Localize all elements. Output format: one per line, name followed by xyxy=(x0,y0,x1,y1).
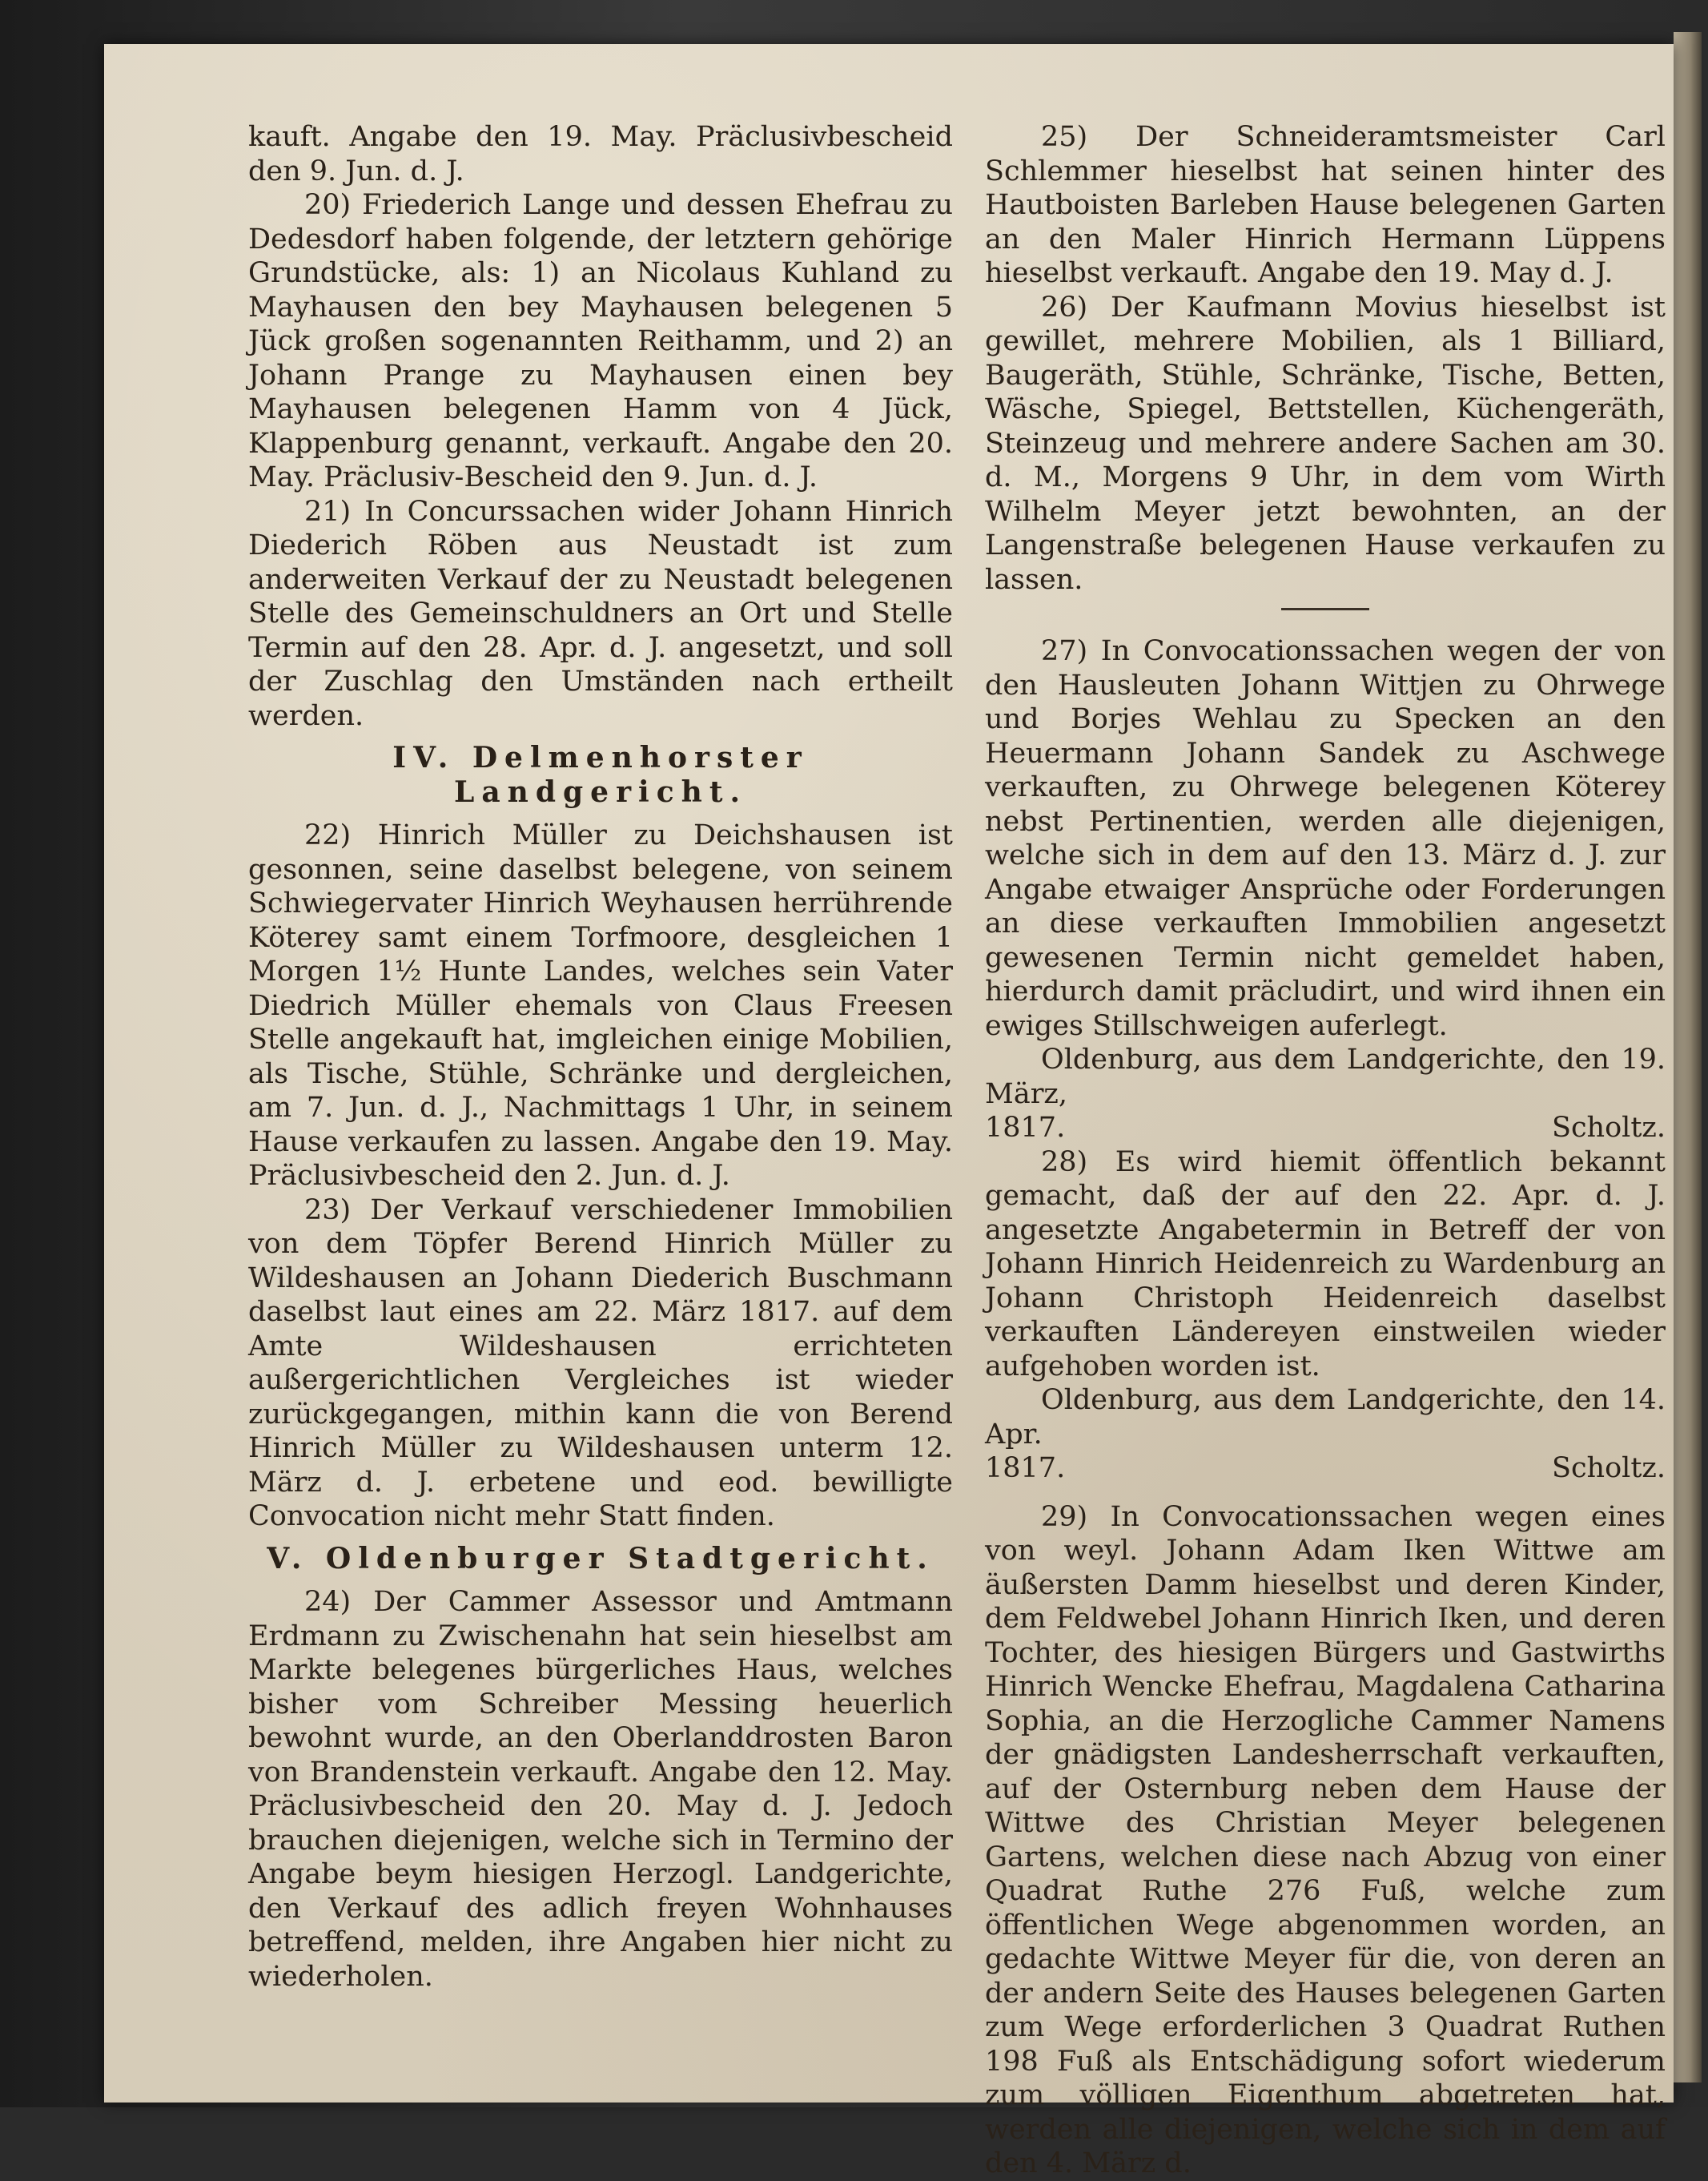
paragraph-27: 27) In Convocationssachen wegen der von den Hausleuten Johann Wittjen zu Ohrwege und Borjes Wehlau zu Specken an den Heuermann Johann Sandek zu Aschwege verkauften, zu Ohrwege belegenen Köterey nebst Pertinentien, werden alle diejenigen, welche sich in dem auf den 13. März d. J. zur Angabe etwaiger Ansprüche oder Forderungen an diese verkauften Immobilien angesetzt gewesenen Termin nicht gemeldet haben, hierdurch damit präcludirt, und wird ihnen ein ewiges Stillschweigen auferlegt. xyxy=(985,635,1666,1042)
paragraph-22: 22) Hinrich Müller zu Deichshausen ist gesonnen, seine daselbst belegene, von seinem Schwiegervater Hinrich Weyhausen herrührende Köterey samt einem Torfmoore, desgleichen 1 Morgen 1½ Hunte Landes, welches sein Vater Diedrich Müller ehemals von Claus Freesen Stelle angekauft hat, imgleichen einige Mobilien, als Tische, Stühle, Schränke und dergleichen, am 7. Jun. d. J., Nachmittags 1 Uhr, in seinem Hause verkaufen zu lassen. Angabe den 19. May. Präclusivbescheid den 2. Jun. d. J. xyxy=(248,819,953,1192)
paragraph-28: 28) Es wird hiemit öffentlich bekannt gemacht, daß der auf den 22. Apr. d. J. angesetzte Angabetermin in Betreff der von Johann Hinrich Heidenreich zu Wardenburg an Johann Christoph Heidenreich daselbst verkauften Ländereyen einstweilen wieder aufgehoben worden ist. xyxy=(985,1145,1666,1382)
section-heading-delmenhorst: IV. Delmenhorster Landgericht. xyxy=(392,741,809,809)
signature-name-28: Scholtz. xyxy=(1551,1452,1666,1484)
paragraph-25: 25) Der Schneideramtsmeister Carl Schlemmer hieselbst hat seinen hinter des Hautboisten Barleben Hause belegenen Garten an den Maler Hinrich Hermann Lüppens hieselbst verkauft. Angabe den 19. May d. J. xyxy=(985,121,1666,289)
section-divider xyxy=(1281,608,1369,610)
paragraph-20: 20) Friederich Lange und dessen Ehefrau zu Dedesdorf haben folgende, der letztern gehörige Grundstücke, als: 1) an Nicolaus Kuhland zu Mayhausen den bey Mayhausen belegenen 5 Jück großen sogenannten Reithamm, und 2) an Johann Prange zu Mayhausen einen bey Mayhausen belegenen Hamm von 4 Jück, Klappenburg genannt, verkauft. Angabe den 20. May. Präclusiv-Bescheid den 9. Jun. d. J. xyxy=(248,189,953,493)
signature-line-28 xyxy=(985,1451,1666,1486)
signature-year-28: 1817. xyxy=(985,1452,1066,1484)
paragraph-24: 24) Der Cammer Assessor und Amtmann Erdmann zu Zwischenahn hat sein hieselbst am Markte belegenes bürgerliches Haus, welches bisher vom Schreiber Messing heuerlich bewohnt wurde, an den Oberlanddrosten Baron von Brandenstein verkauft. Angabe den 12. May. Präclusivbescheid den 20. May d. J. Jedoch brauchen diejenigen, welche sich in Termino der Angabe beym hiesigen Herzogl. Landgerichte, den Verkauf des adlich freyen Wohnhauses betreffend, melden, ihre Angaben hier nicht zu wiederholen. xyxy=(248,1586,953,1993)
paragraph-29: 29) In Convocationssachen wegen eines von weyl. Johann Adam Iken Wittwe am äußersten Damm hieselbst und deren Kinder, dem Feldwebel Johann Hinrich Iken, und deren Tochter, des hiesigen Bürgers und Gastwirths Hinrich Wencke Ehefrau, Magdalena Catharina Sophia, an die Herzogliche Cammer Namens der gnädigsten Landesherrschaft verkauften, auf der Osternburg neben dem Hause der Wittwe des Christian Meyer belegenen Gartens, welchen diese nach Abzug von einer Quadrat Ruthe 276 Fuß, welche zum öffentlichen Wege abgenommen worden, an gedachte Wittwe Meyer für die, von deren an der andern Seite des Hauses belegenen Garten zum Wege erforderlichen 3 Quadrat Ruthen 198 Fuß als Entschädigung sofort wiederum zum völligen Eigenthum abgetreten hat, werden alle diejenigen, welche sich in dem auf den 4. März d. xyxy=(985,1500,1666,2179)
signature-name-27: Scholtz. xyxy=(1551,1112,1666,1144)
paragraph-23: 23) Der Verkauf verschiedener Immobilien von dem Töpfer Berend Hinrich Müller zu Wildeshausen an Johann Diederich Buschmann daselbst laut eines am 22. März 1817. auf dem Amte Wildeshausen errichteten außergerichtlichen Vergleiches ist wieder zurückgegangen, mithin kann die von Berend Hinrich Müller zu Wildeshausen unterm 12. März d. J. erbetene und eod. bewilligte Convocation nicht mehr Statt finden. xyxy=(248,1193,953,1532)
section-heading-oldenburg: V. Oldenburger Stadtgericht. xyxy=(267,1541,934,1575)
paragraph-21: 21) In Concurssachen wider Johann Hinrich Diederich Röben aus Neustadt ist zum anderweiten Verkauf der zu Neustadt belegenen Stelle des Gemeinschuldners an Ort und Stelle Termin auf den 28. Apr. d. J. angesetzt, und soll der Zuschlag den Umständen nach ertheilt werden. xyxy=(248,495,953,732)
left-column xyxy=(248,120,953,1994)
signature-line-27 xyxy=(985,1111,1666,1145)
right-column xyxy=(985,120,1666,2181)
paragraph-26: 26) Der Kaufmann Movius hieselbst ist gewillet, mehrere Mobilien, als 1 Billiard, Baugeräth, Stühle, Schränke, Tische, Betten, Wäsche, Spiegel, Bettstellen, Küchengeräth, Steinzeug und mehrere andere Sachen am 30. d. M., Morgens 9 Uhr, in dem vom Wirth Wilhelm Meyer jetzt bewohnten, an der Langenstraße belegenen Hause verkaufen zu lassen. xyxy=(985,291,1666,596)
signature-place-27: Oldenburg, aus dem Landgerichte, den 19. März, xyxy=(985,1044,1666,1110)
paragraph-continuation: kauft. Angabe den 19. May. Präclusivbescheid den 9. Jun. d. J. xyxy=(248,121,953,187)
spacer xyxy=(985,1486,1666,1500)
signature-place-28: Oldenburg, aus dem Landgerichte, den 14. Apr. xyxy=(985,1384,1666,1451)
page-edge xyxy=(1674,32,1702,2082)
signature-year-27: 1817. xyxy=(985,1112,1066,1144)
